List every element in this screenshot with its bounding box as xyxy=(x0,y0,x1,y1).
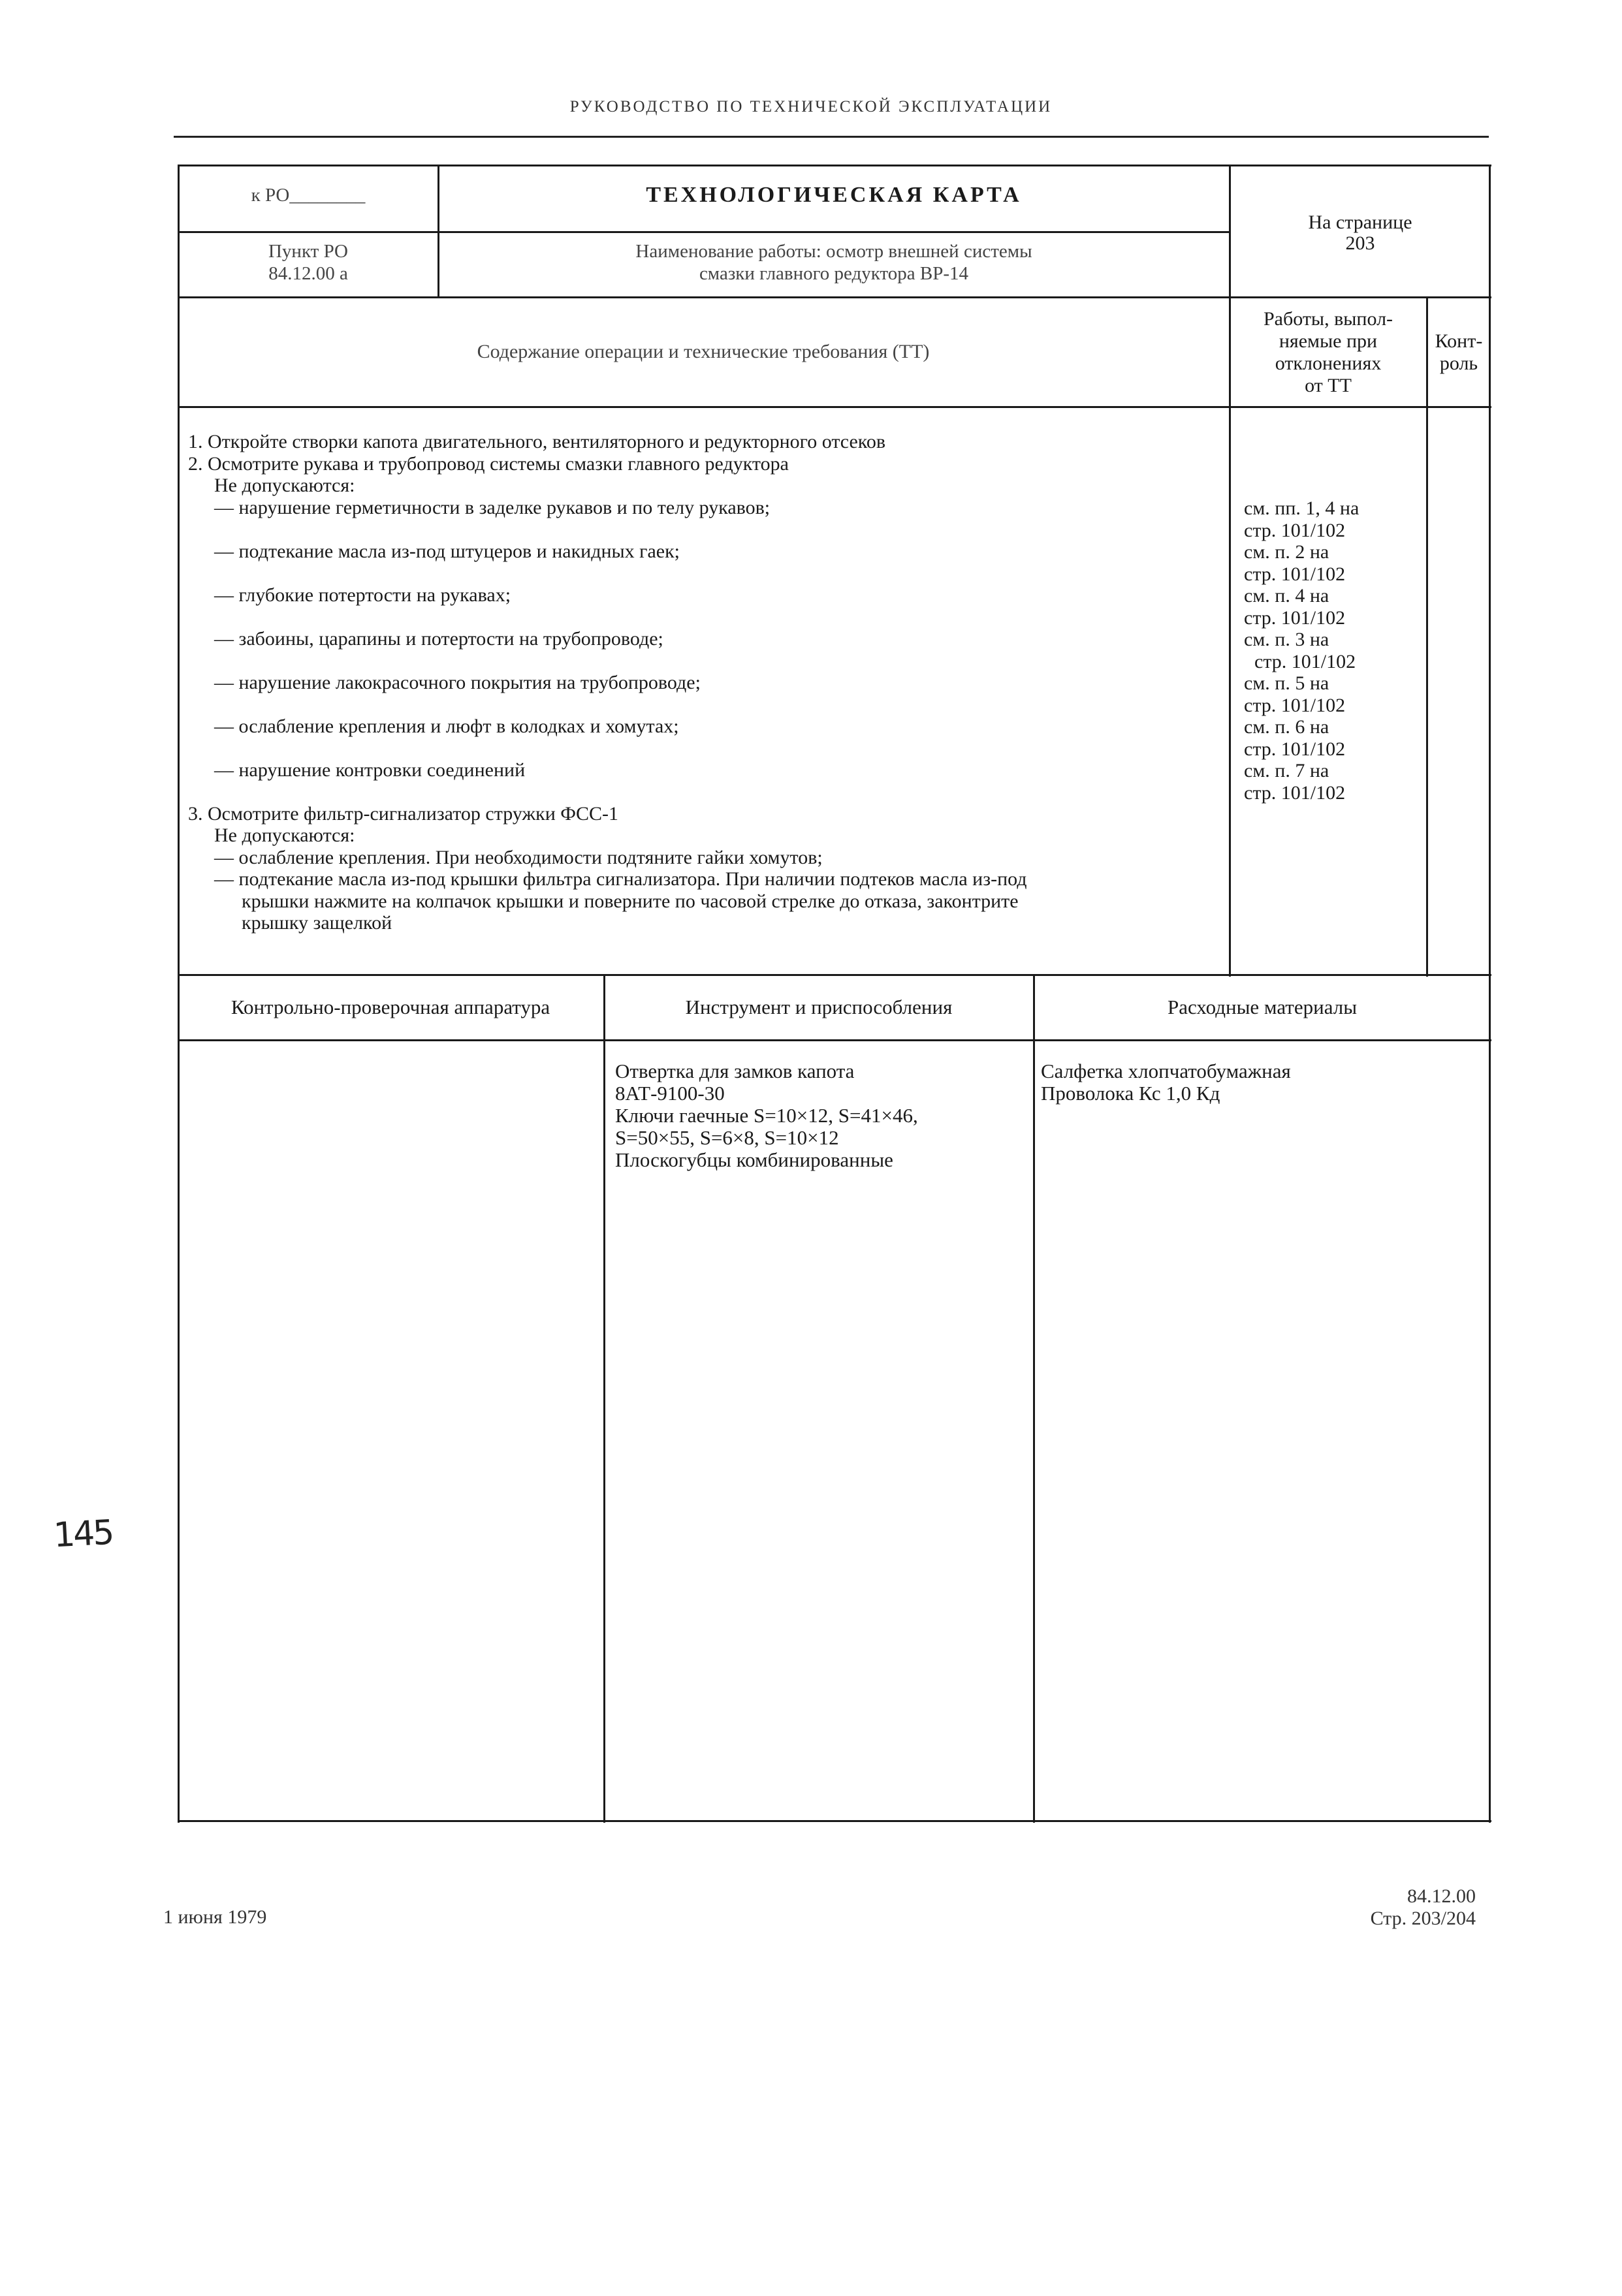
work-name-line-2: смазки главного редуктора ВР-14 xyxy=(699,263,969,284)
deviation-ref: стр. 101/102 xyxy=(1244,519,1346,541)
header-rule xyxy=(174,136,1489,138)
control-column-header: Конт- роль xyxy=(1435,330,1483,374)
margin-note: 145 xyxy=(52,1513,114,1556)
operations-list xyxy=(188,431,1233,934)
deviation-ref: см. п. 2 на xyxy=(1244,541,1329,563)
materials-list xyxy=(1041,1060,1472,1105)
work-name-line-1: Наименование работы: осмотр внешней системы xyxy=(635,241,1032,262)
tool-item: S=50×55, S=6×8, S=10×12 xyxy=(615,1126,839,1149)
item-number: 84.12.00 а xyxy=(268,263,348,284)
operation-line: крышки нажмите на колпачок крышки и поверните по часовой стрелке до отказа, законтрите xyxy=(242,890,1019,912)
operation-spacer xyxy=(188,781,1233,803)
deviation-ref: стр. 101/102 xyxy=(1244,694,1346,716)
material-item: Салфетка хлопчатобумажная xyxy=(1041,1060,1291,1082)
operation-line: 1. Откройте створки капота двигательного, вентиляторного и редукторного отсеков xyxy=(188,431,886,452)
tool-item: Плоскогубцы комбинированные xyxy=(615,1148,893,1171)
operation-line: крышку защелкой xyxy=(242,912,392,934)
running-head: РУКОВОДСТВО ПО ТЕХНИЧЕСКОЙ ЭКСПЛУАТАЦИИ xyxy=(569,98,1053,116)
material-item: Проволока Кс 1,0 Кд xyxy=(1041,1082,1220,1105)
deviation-references xyxy=(1244,497,1433,804)
tech-card-table xyxy=(178,165,1491,1823)
deviation-ref: см. п. 3 на xyxy=(1244,629,1329,650)
footer-page: Стр. 203/204 xyxy=(1370,1908,1476,1929)
operation-line: — нарушение герметичности в заделке рукавов и по телу рукавов; xyxy=(214,496,771,518)
operation-line: Не допускаются: xyxy=(214,475,355,496)
operation-line: 3. Осмотрите фильтр-сигнализатор стружки ФСС-1 xyxy=(188,802,619,825)
operation-line: — нарушение контровки соединений xyxy=(214,759,526,781)
tool-item: Отвертка для замков капота xyxy=(615,1060,855,1082)
deviation-ref: см. п. 5 на xyxy=(1244,672,1329,694)
content-column-header: Содержание операции и технические требования (ТТ) xyxy=(477,341,930,362)
footer-date: 1 июня 1979 xyxy=(163,1906,267,1928)
card-title: ТЕХНОЛОГИЧЕСКАЯ КАРТА xyxy=(646,183,1022,207)
deviation-ref: см. п. 6 на xyxy=(1244,716,1329,738)
operation-spacer xyxy=(188,693,1233,716)
operation-line: — глубокие потертости на рукавах; xyxy=(214,584,511,606)
operation-line: — ослабление крепления и люфт в колодках и хомутах; xyxy=(214,715,679,737)
operation-line: — нарушение лакокрасочного покрытия на трубопроводе; xyxy=(214,671,701,693)
operation-spacer xyxy=(188,562,1233,584)
operation-spacer xyxy=(188,606,1233,628)
ro-reference: к РО________ xyxy=(251,185,366,206)
operation-line: — подтекание масла из-под штуцеров и накидных гаек; xyxy=(214,540,680,562)
page-number: 203 xyxy=(1345,232,1375,254)
tools-list xyxy=(615,1060,1033,1171)
deviation-ref: стр. 101/102 xyxy=(1244,563,1346,585)
operation-spacer xyxy=(188,518,1233,541)
operation-line: 2. Осмотрите рукава и трубопровод системы смазки главного редуктора xyxy=(188,452,789,475)
deviation-ref: стр. 101/102 xyxy=(1244,606,1346,629)
operation-line: — забоины, царапины и потертости на трубопроводе; xyxy=(214,627,663,650)
item-label: Пункт РО xyxy=(268,241,349,262)
deviation-ref: стр. 101/102 xyxy=(1244,781,1346,804)
materials-header: Расходные материалы xyxy=(1167,996,1358,1018)
tool-item: Ключи гаечные S=10×12, S=41×46, xyxy=(615,1104,918,1127)
operation-spacer xyxy=(188,737,1233,759)
deviation-ref: см. пп. 1, 4 на xyxy=(1244,497,1360,519)
operation-line: Не допускаются: xyxy=(214,825,355,846)
deviation-ref: см. п. 4 на xyxy=(1244,585,1329,606)
tool-item: 8АТ-9100-30 xyxy=(615,1082,725,1105)
page-label: На странице xyxy=(1308,212,1412,233)
equipment-header: Контрольно-проверочная аппаратура xyxy=(231,996,550,1018)
operation-spacer xyxy=(188,650,1233,672)
operation-line: — подтекание масла из-под крышки фильтра сигнализатора. При наличии подтеков масла из-под xyxy=(214,868,1027,890)
deviation-column-header: Работы, выпол- няемые при отклонениях от ТТ xyxy=(1263,308,1393,396)
deviation-ref: стр. 101/102 xyxy=(1244,738,1346,760)
deviation-ref: стр. 101/102 xyxy=(1254,650,1356,672)
footer-code: 84.12.00 xyxy=(1407,1885,1476,1907)
operation-line: — ослабление крепления. При необходимости подтяните гайки хомутов; xyxy=(214,846,823,868)
tools-header: Инструмент и приспособления xyxy=(685,996,953,1018)
deviation-ref: см. п. 7 на xyxy=(1244,760,1329,781)
